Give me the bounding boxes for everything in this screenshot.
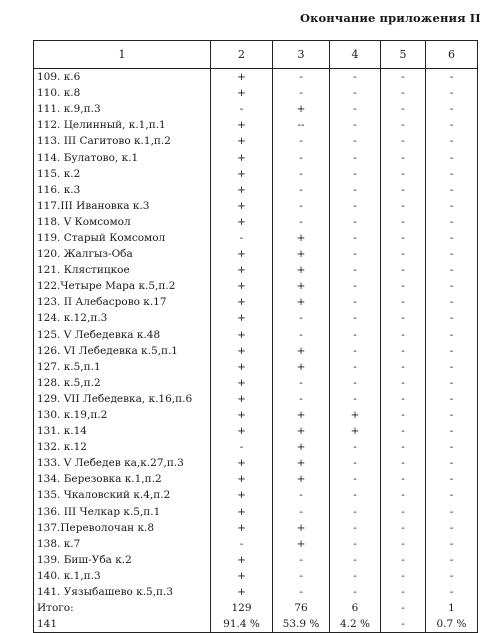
value-cell: - bbox=[381, 600, 426, 616]
site-name-cell: 130. к.19,п.2 bbox=[34, 407, 211, 423]
site-name-cell: 135. Чкаловский к.4,п.2 bbox=[34, 487, 211, 503]
site-name-cell: 119. Старый Комсомол bbox=[34, 230, 211, 246]
value-cell: - bbox=[426, 294, 478, 310]
value-cell: - bbox=[330, 117, 381, 133]
value-cell: + bbox=[211, 310, 273, 326]
value-cell: - bbox=[211, 101, 273, 117]
table-row bbox=[34, 262, 478, 278]
value-cell: 129 bbox=[211, 600, 273, 616]
value-cell: - bbox=[273, 391, 330, 407]
site-name-cell: Итого: bbox=[34, 600, 211, 616]
value-cell: - bbox=[273, 568, 330, 584]
value-cell: + bbox=[211, 552, 273, 568]
value-cell: - bbox=[330, 294, 381, 310]
value-cell: 53.9 % bbox=[273, 616, 330, 633]
value-cell: - bbox=[426, 455, 478, 471]
value-cell: + bbox=[211, 359, 273, 375]
value-cell: - bbox=[330, 552, 381, 568]
site-name-cell: 140. к.1,п.3 bbox=[34, 568, 211, 584]
value-cell: + bbox=[273, 294, 330, 310]
value-cell: - bbox=[330, 133, 381, 149]
value-cell: - bbox=[330, 230, 381, 246]
value-cell: - bbox=[273, 214, 330, 230]
value-cell: + bbox=[211, 133, 273, 149]
value-cell: + bbox=[273, 471, 330, 487]
value-cell: - bbox=[330, 536, 381, 552]
table-row bbox=[34, 133, 478, 149]
value-cell: + bbox=[273, 343, 330, 359]
value-cell: + bbox=[211, 246, 273, 262]
value-cell: - bbox=[273, 198, 330, 214]
value-cell: 4.2 % bbox=[330, 616, 381, 633]
table-row bbox=[34, 471, 478, 487]
value-cell: + bbox=[211, 117, 273, 133]
value-cell: - bbox=[381, 85, 426, 101]
site-name-cell: 112. Целинный, к.1,п.1 bbox=[34, 117, 211, 133]
value-cell: - bbox=[330, 166, 381, 182]
value-cell: + bbox=[273, 101, 330, 117]
value-cell: - bbox=[426, 359, 478, 375]
table-row bbox=[34, 504, 478, 520]
value-cell: - bbox=[381, 584, 426, 600]
table-row bbox=[34, 391, 478, 407]
site-name-cell: 129. VII Лебедевка, к.16,п.6 bbox=[34, 391, 211, 407]
value-cell: + bbox=[211, 455, 273, 471]
table-row bbox=[34, 423, 478, 439]
site-name-cell: 122.Четыре Мара к.5,п.2 bbox=[34, 278, 211, 294]
value-cell: - bbox=[330, 504, 381, 520]
site-name-cell: 116. к.3 bbox=[34, 182, 211, 198]
value-cell: - bbox=[426, 568, 478, 584]
value-cell: - bbox=[426, 230, 478, 246]
value-cell: + bbox=[211, 471, 273, 487]
site-name-cell: 133. V Лебедев ка,к.27,п.3 bbox=[34, 455, 211, 471]
value-cell: + bbox=[330, 407, 381, 423]
value-cell: + bbox=[211, 391, 273, 407]
value-cell: - bbox=[426, 182, 478, 198]
value-cell: - bbox=[381, 423, 426, 439]
value-cell: - bbox=[330, 262, 381, 278]
value-cell: - bbox=[381, 262, 426, 278]
table-row bbox=[34, 552, 478, 568]
site-name-cell: 123. II Алебасрово к.17 bbox=[34, 294, 211, 310]
column-header: 6 bbox=[426, 41, 478, 69]
value-cell: - bbox=[273, 166, 330, 182]
value-cell: - bbox=[330, 327, 381, 343]
table-row bbox=[34, 101, 478, 117]
value-cell: - bbox=[381, 278, 426, 294]
value-cell: - bbox=[381, 616, 426, 633]
site-name-cell: 137.Переволочан к.8 bbox=[34, 520, 211, 536]
value-cell: - bbox=[273, 327, 330, 343]
value-cell: - bbox=[330, 359, 381, 375]
value-cell: - bbox=[381, 343, 426, 359]
value-cell: + bbox=[273, 423, 330, 439]
value-cell: - bbox=[381, 198, 426, 214]
site-name-cell: 117.III Ивановка к.3 bbox=[34, 198, 211, 214]
value-cell: + bbox=[273, 407, 330, 423]
value-cell: - bbox=[330, 101, 381, 117]
site-name-cell: 128. к.5,п.2 bbox=[34, 375, 211, 391]
value-cell: - bbox=[330, 471, 381, 487]
value-cell: + bbox=[211, 166, 273, 182]
value-cell: + bbox=[211, 278, 273, 294]
value-cell: - bbox=[211, 439, 273, 455]
value-cell: 76 bbox=[273, 600, 330, 616]
value-cell: - bbox=[273, 310, 330, 326]
value-cell: - bbox=[273, 487, 330, 503]
table-row bbox=[34, 536, 478, 552]
value-cell: - bbox=[426, 101, 478, 117]
table-row bbox=[34, 375, 478, 391]
table-row bbox=[34, 246, 478, 262]
value-cell: + bbox=[273, 230, 330, 246]
site-name-cell: 109. к.6 bbox=[34, 69, 211, 86]
value-cell: - bbox=[381, 536, 426, 552]
table-row bbox=[34, 310, 478, 326]
value-cell: + bbox=[211, 584, 273, 600]
value-cell: - bbox=[273, 85, 330, 101]
value-cell: - bbox=[273, 69, 330, 86]
value-cell: - bbox=[381, 101, 426, 117]
table-row bbox=[34, 568, 478, 584]
table-row bbox=[34, 487, 478, 503]
table-row bbox=[34, 455, 478, 471]
table-row bbox=[34, 439, 478, 455]
value-cell: - bbox=[381, 391, 426, 407]
value-cell: - bbox=[273, 182, 330, 198]
value-cell: - bbox=[381, 166, 426, 182]
value-cell: - bbox=[381, 310, 426, 326]
table-row bbox=[34, 600, 478, 616]
value-cell: - bbox=[426, 149, 478, 165]
value-cell: - bbox=[381, 182, 426, 198]
value-cell: - bbox=[330, 343, 381, 359]
value-cell: - bbox=[381, 552, 426, 568]
value-cell: - bbox=[381, 69, 426, 86]
site-name-cell: 124. к.12,п.3 bbox=[34, 310, 211, 326]
value-cell: - bbox=[426, 439, 478, 455]
header-row bbox=[34, 41, 478, 69]
value-cell: - bbox=[381, 246, 426, 262]
value-cell: - bbox=[381, 520, 426, 536]
table-row bbox=[34, 166, 478, 182]
value-cell: - bbox=[330, 391, 381, 407]
value-cell: - bbox=[273, 552, 330, 568]
value-cell: - bbox=[330, 310, 381, 326]
site-name-cell: 121. Клястицкое bbox=[34, 262, 211, 278]
site-name-cell: 111. к.9,п.3 bbox=[34, 101, 211, 117]
value-cell: - bbox=[273, 504, 330, 520]
value-cell: - bbox=[426, 423, 478, 439]
table-header bbox=[34, 41, 478, 69]
site-name-cell: 126. VI Лебедевка к.5,п.1 bbox=[34, 343, 211, 359]
value-cell: + bbox=[211, 375, 273, 391]
value-cell: 6 bbox=[330, 600, 381, 616]
value-cell: + bbox=[211, 214, 273, 230]
value-cell: - bbox=[273, 133, 330, 149]
value-cell: - bbox=[211, 230, 273, 246]
value-cell: + bbox=[211, 327, 273, 343]
site-name-cell: 114. Булатово, к.1 bbox=[34, 149, 211, 165]
value-cell: - bbox=[381, 568, 426, 584]
value-cell: - bbox=[330, 246, 381, 262]
value-cell: - bbox=[330, 278, 381, 294]
table-row bbox=[34, 407, 478, 423]
column-header: 5 bbox=[381, 41, 426, 69]
value-cell: + bbox=[211, 85, 273, 101]
value-cell: - bbox=[273, 149, 330, 165]
value-cell: + bbox=[211, 69, 273, 86]
value-cell: - bbox=[330, 69, 381, 86]
table-row bbox=[34, 69, 478, 86]
table-row bbox=[34, 198, 478, 214]
value-cell: + bbox=[211, 520, 273, 536]
value-cell: - bbox=[381, 230, 426, 246]
appendix-table bbox=[33, 40, 478, 633]
value-cell: + bbox=[211, 407, 273, 423]
column-header: 3 bbox=[273, 41, 330, 69]
value-cell: - bbox=[330, 375, 381, 391]
site-name-cell: 134. Березовка к.1,п.2 bbox=[34, 471, 211, 487]
value-cell: - bbox=[273, 584, 330, 600]
site-name-cell: 113. III Сагитово к.1,п.2 bbox=[34, 133, 211, 149]
value-cell: - bbox=[426, 85, 478, 101]
site-name-cell: 125. V Лебедевка к.48 bbox=[34, 327, 211, 343]
value-cell: - bbox=[426, 246, 478, 262]
value-cell: - bbox=[426, 117, 478, 133]
value-cell: - bbox=[330, 487, 381, 503]
value-cell: + bbox=[211, 487, 273, 503]
site-name-cell: 132. к.12 bbox=[34, 439, 211, 455]
table-row bbox=[34, 327, 478, 343]
site-name-cell: 141 bbox=[34, 616, 211, 633]
value-cell: + bbox=[273, 262, 330, 278]
table-row bbox=[34, 182, 478, 198]
value-cell: + bbox=[211, 149, 273, 165]
value-cell: - bbox=[426, 552, 478, 568]
value-cell: - bbox=[381, 149, 426, 165]
value-cell: - bbox=[426, 166, 478, 182]
value-cell: + bbox=[330, 423, 381, 439]
value-cell: - bbox=[211, 536, 273, 552]
value-cell: + bbox=[211, 182, 273, 198]
value-cell: - bbox=[426, 584, 478, 600]
column-header: 1 bbox=[34, 41, 211, 69]
site-name-cell: 118. V Комсомол bbox=[34, 214, 211, 230]
site-name-cell: 127. к.5,п.1 bbox=[34, 359, 211, 375]
value-cell: + bbox=[273, 278, 330, 294]
value-cell: - bbox=[330, 520, 381, 536]
site-name-cell: 136. III Челкар к.5,п.1 bbox=[34, 504, 211, 520]
value-cell: + bbox=[273, 455, 330, 471]
value-cell: - bbox=[426, 391, 478, 407]
value-cell: - bbox=[426, 214, 478, 230]
site-name-cell: 120. Жалгыз-Оба bbox=[34, 246, 211, 262]
value-cell: - bbox=[381, 117, 426, 133]
value-cell: - bbox=[381, 407, 426, 423]
value-cell: - bbox=[330, 182, 381, 198]
value-cell: + bbox=[273, 246, 330, 262]
table-row bbox=[34, 214, 478, 230]
value-cell: - bbox=[381, 455, 426, 471]
value-cell: - bbox=[381, 133, 426, 149]
column-header: 2 bbox=[211, 41, 273, 69]
table-row bbox=[34, 230, 478, 246]
value-cell: - bbox=[426, 487, 478, 503]
value-cell: + bbox=[211, 198, 273, 214]
value-cell: + bbox=[211, 423, 273, 439]
value-cell: - bbox=[426, 69, 478, 86]
table-row bbox=[34, 616, 478, 633]
value-cell: - bbox=[330, 455, 381, 471]
value-cell: + bbox=[211, 343, 273, 359]
table-row bbox=[34, 343, 478, 359]
value-cell: + bbox=[211, 262, 273, 278]
appendix-caption: Окончание приложения II bbox=[300, 11, 481, 25]
value-cell: - bbox=[381, 471, 426, 487]
table-row bbox=[34, 149, 478, 165]
value-cell: - bbox=[426, 520, 478, 536]
value-cell: - bbox=[426, 310, 478, 326]
value-cell: - bbox=[381, 375, 426, 391]
value-cell: + bbox=[211, 504, 273, 520]
value-cell: + bbox=[273, 536, 330, 552]
value-cell: + bbox=[211, 568, 273, 584]
value-cell: - bbox=[381, 214, 426, 230]
value-cell: - bbox=[381, 504, 426, 520]
site-name-cell: 110. к.8 bbox=[34, 85, 211, 101]
value-cell: - bbox=[330, 85, 381, 101]
value-cell: - bbox=[426, 536, 478, 552]
column-header: 4 bbox=[330, 41, 381, 69]
table-row bbox=[34, 359, 478, 375]
site-name-cell: 131. к.14 bbox=[34, 423, 211, 439]
table-row bbox=[34, 584, 478, 600]
value-cell: - bbox=[426, 278, 478, 294]
table-row bbox=[34, 520, 478, 536]
value-cell: - bbox=[330, 149, 381, 165]
value-cell: - bbox=[426, 407, 478, 423]
value-cell: - bbox=[330, 214, 381, 230]
value-cell: - bbox=[330, 198, 381, 214]
value-cell: - bbox=[330, 568, 381, 584]
value-cell: - bbox=[381, 439, 426, 455]
value-cell: + bbox=[273, 520, 330, 536]
value-cell: 0.7 % bbox=[426, 616, 478, 633]
site-name-cell: 138. к.7 bbox=[34, 536, 211, 552]
value-cell: - bbox=[381, 487, 426, 503]
value-cell: - bbox=[426, 198, 478, 214]
value-cell: -- bbox=[273, 117, 330, 133]
value-cell: - bbox=[330, 584, 381, 600]
value-cell: - bbox=[426, 133, 478, 149]
site-name-cell: 115. к.2 bbox=[34, 166, 211, 182]
table-row bbox=[34, 117, 478, 133]
table-row bbox=[34, 85, 478, 101]
value-cell: - bbox=[273, 375, 330, 391]
site-name-cell: 141. Уязыбашево к.5,п.3 bbox=[34, 584, 211, 600]
value-cell: 1 bbox=[426, 600, 478, 616]
value-cell: + bbox=[273, 439, 330, 455]
table-row bbox=[34, 278, 478, 294]
value-cell: - bbox=[426, 262, 478, 278]
value-cell: - bbox=[381, 294, 426, 310]
value-cell: - bbox=[426, 375, 478, 391]
value-cell: 91.4 % bbox=[211, 616, 273, 633]
value-cell: + bbox=[211, 294, 273, 310]
value-cell: - bbox=[426, 343, 478, 359]
value-cell: - bbox=[381, 359, 426, 375]
table-row bbox=[34, 294, 478, 310]
site-name-cell: 139. Биш-Уба к.2 bbox=[34, 552, 211, 568]
value-cell: - bbox=[381, 327, 426, 343]
value-cell: - bbox=[426, 471, 478, 487]
value-cell: - bbox=[330, 439, 381, 455]
value-cell: - bbox=[426, 504, 478, 520]
value-cell: - bbox=[426, 327, 478, 343]
value-cell: + bbox=[273, 359, 330, 375]
table-body bbox=[34, 69, 478, 633]
